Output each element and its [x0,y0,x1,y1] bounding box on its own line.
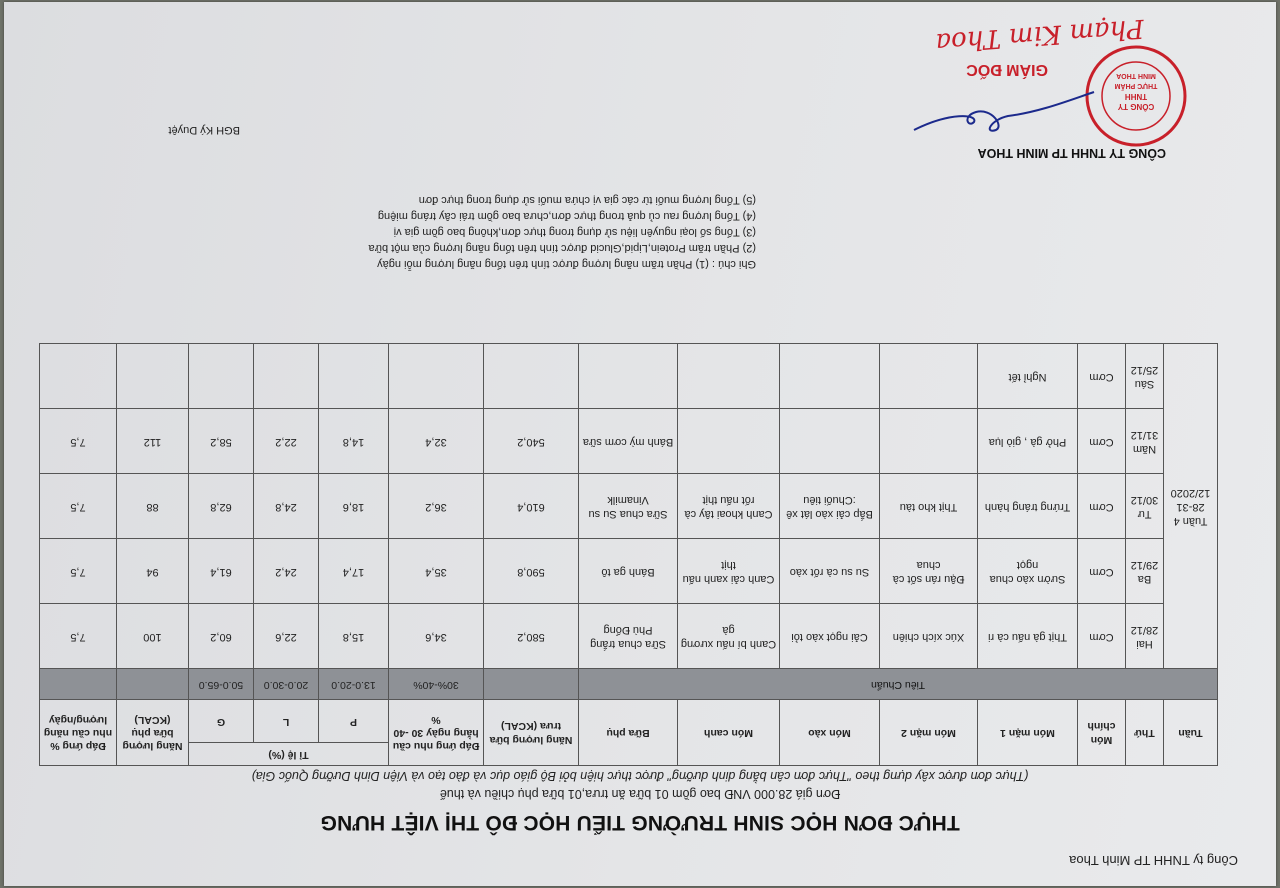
company-signature-label: CÔNG TY TNHH TP MINH THOA [977,146,1166,160]
g-cell: 62,8 [188,474,253,539]
standard-row [39,669,1217,700]
price-subtitle: Đơn giá 28.000 VNĐ bao gồm 01 bữa ăn trưa,01 bữa phụ chiều và thuế [439,787,841,801]
day-cell: Hai 28/12 [1126,604,1164,669]
note-line: (4) Tổng lượng rau củ quả trong thực đơn,chưa bao gồm trái cây tráng miệng [377,210,756,222]
mon-man-1-cell: Phở gà , giò lụa [978,409,1078,474]
handwritten-signature [910,78,1100,142]
mon-chinh-cell: Cơm [1078,474,1126,539]
standard-blank [484,669,579,700]
header-mon-canh: Món canh [678,700,780,766]
l-cell [254,344,319,409]
mon-man-2-cell: Thịt kho tàu [880,474,978,539]
g-cell: 58,2 [188,409,253,474]
header-p: P [319,700,389,743]
director-name: Phạm Kim Thoa [934,12,1145,58]
day-cell: Sáu 25/12 [1126,344,1164,409]
dap-ung-cell: 35,4 [389,539,484,604]
mon-chinh-cell: Cơm [1078,409,1126,474]
page-title: THỰC ĐƠN HỌC SINH TRƯỜNG TIỂU HỌC ĐÔ THỊ VIỆT HƯNG [320,811,960,834]
header-mon-man-2: Món mặn 2 [880,700,978,766]
day-cell: Tư 30/12 [1126,474,1164,539]
bua-phu-cell: Bánh mỳ cơm sữa [579,409,678,474]
g-cell [188,344,253,409]
header-nang-luong-phu: Năng lượng bữa phụ (KCAL) [116,700,188,766]
kcal-phu-cell: 100 [116,604,188,669]
dap-ung-cell: 34,6 [389,604,484,669]
day-cell: Năm 31/12 [1126,409,1164,474]
mon-xao-cell [780,344,880,409]
pct-phu-cell: 7,5 [39,539,116,604]
mon-man-2-cell [880,409,978,474]
mon-xao-cell: Cải ngọt xào tỏi [780,604,880,669]
mon-man-1-cell: Sườn xào chua ngọt [978,539,1078,604]
mon-canh-cell [678,409,780,474]
kcal-cell: 580,2 [484,604,579,669]
pct-phu-cell: 7,5 [39,474,116,539]
header-g: G [188,700,253,743]
svg-text:MINH THOA: MINH THOA [1116,72,1156,79]
bua-phu-cell: Sữa chua Su su Vinamilk [579,474,678,539]
header-thu: Thứ [1126,700,1164,766]
mon-canh-cell: Canh bí nấu xương gà [678,604,780,669]
header-mon-xao: Món xào [780,700,880,766]
kcal-phu-cell: 94 [116,539,188,604]
table-row [39,474,1217,539]
week-cell: Tuần 4 28-31 12/2020 [1164,344,1218,669]
p-cell: 15,8 [319,604,389,669]
standard-blank [116,669,188,700]
mon-man-2-cell: Xúc xích chiên [880,604,978,669]
bua-phu-cell: Bánh ga tô [579,539,678,604]
dap-ung-cell: 36,2 [389,474,484,539]
kcal-cell: 540,2 [484,409,579,474]
kcal-cell: 590,8 [484,539,579,604]
table-row [39,539,1217,604]
document-page [4,2,1276,886]
day-cell: Ba 29/12 [1126,539,1164,604]
mon-man-1-cell: Thịt gà nấu cà ri [978,604,1078,669]
header-ti-le: Tỉ lệ (%) [188,743,388,766]
menu-table [39,343,1218,766]
l-cell: 22,2 [254,409,319,474]
header-tuan: Tuần [1164,700,1218,766]
mon-canh-cell: Canh cải xanh nấu thịt [678,539,780,604]
pct-phu-cell: 7,5 [39,604,116,669]
standard-l: 20.0-30.0 [254,669,319,700]
mon-xao-cell [780,409,880,474]
p-cell [319,344,389,409]
note-line: Ghi chú : (1) Phần trăm năng lượng được tính trên tổng năng lượng mỗi ngày [377,258,756,270]
mon-man-1-cell: Nghỉ tết [978,344,1078,409]
dap-ung-cell: 32,4 [389,409,484,474]
kcal-phu-cell [116,344,188,409]
standard-dap-ung: 30%-40% [389,669,484,700]
note-line: (5) Tổng lượng muối từ các gia vị chứa muối sử dụng trong thực đơn [418,194,756,206]
standard-g: 50.0-65.0 [188,669,253,700]
header-dap-ung-phu: Đáp ứng % nhu cầu năng lượng/ngày [39,700,116,766]
note-line: (3) Tổng số loại nguyên liệu sử dụng trong thực đơn,không bao gồm gia vị [393,226,756,238]
mon-man-2-cell: Đậu rán sốt cà chua [880,539,978,604]
kcal-phu-cell: 88 [116,474,188,539]
pct-phu-cell: 7,5 [39,409,116,474]
header-bua-phu: Bữa phụ [579,700,678,766]
svg-text:TNHH: TNHH [1124,92,1148,101]
bua-phu-cell [579,344,678,409]
dap-ung-cell [389,344,484,409]
kcal-cell [484,344,579,409]
notes-block [369,192,757,272]
menu-basis-note: (Thực đơn được xây dựng theo "Thực đơn cân bằng dinh dưỡng" được thực hiện bởi Bộ giáo dục và đào tạo và Viện Dinh Dưỡng Quốc Gia) [251,769,1029,783]
l-cell: 24,8 [254,474,319,539]
company-header: Công ty TNHH TP Minh Thoa [1069,853,1238,868]
standard-blank [39,669,116,700]
mon-canh-cell: Canh khoai tây cà rốt nấu thịt [678,474,780,539]
g-cell: 61,4 [188,539,253,604]
p-cell: 18,6 [319,474,389,539]
mon-xao-cell: Su su cà rốt xào [780,539,880,604]
l-cell: 22,6 [254,604,319,669]
note-line: (2) Phần trăm Protein,Lipid,Glucid được tính trên tổng năng lượng của một bữa [368,242,756,254]
p-cell: 14,8 [319,409,389,474]
header-nang-luong-trua: Năng lượng bữa trưa (KCAL) [484,700,579,766]
bua-phu-cell: Sữa chua trắng Phù Đổng [579,604,678,669]
table-row [39,344,1217,409]
svg-text:THỰC PHẨM: THỰC PHẨM [1114,82,1158,89]
header-dap-ung-trua: Đáp ứng nhu cầu hằng ngày 30 -40 % [389,700,484,766]
pct-phu-cell [39,344,116,409]
director-title: GIÁM ĐỐC [966,61,1048,78]
mon-chinh-cell: Cơm [1078,604,1126,669]
mon-canh-cell [678,344,780,409]
header-mon-man-1: Món mặn 1 [978,700,1078,766]
l-cell: 24,2 [254,539,319,604]
mon-man-2-cell [880,344,978,409]
header-mon-chinh: Món chính [1078,700,1126,766]
kcal-phu-cell: 112 [116,409,188,474]
mon-chinh-cell: Cơm [1078,344,1126,409]
standard-p: 13.0-20.0 [319,669,389,700]
g-cell: 60,2 [188,604,253,669]
header-l: L [254,700,319,743]
mon-xao-cell: Bắp cải xào lát xê :Chuối tiêu [780,474,880,539]
p-cell: 17,4 [319,539,389,604]
kcal-cell: 610,4 [484,474,579,539]
mon-man-1-cell: Trứng tráng hành [978,474,1078,539]
mon-chinh-cell: Cơm [1078,539,1126,604]
bgh-approval-label: BGH Ký Duyệt [168,124,240,136]
table-row [39,409,1217,474]
standard-label: Tiêu Chuẩn [579,669,1218,700]
table-row [39,604,1217,669]
svg-text:CÔNG TY: CÔNG TY [1117,102,1155,111]
